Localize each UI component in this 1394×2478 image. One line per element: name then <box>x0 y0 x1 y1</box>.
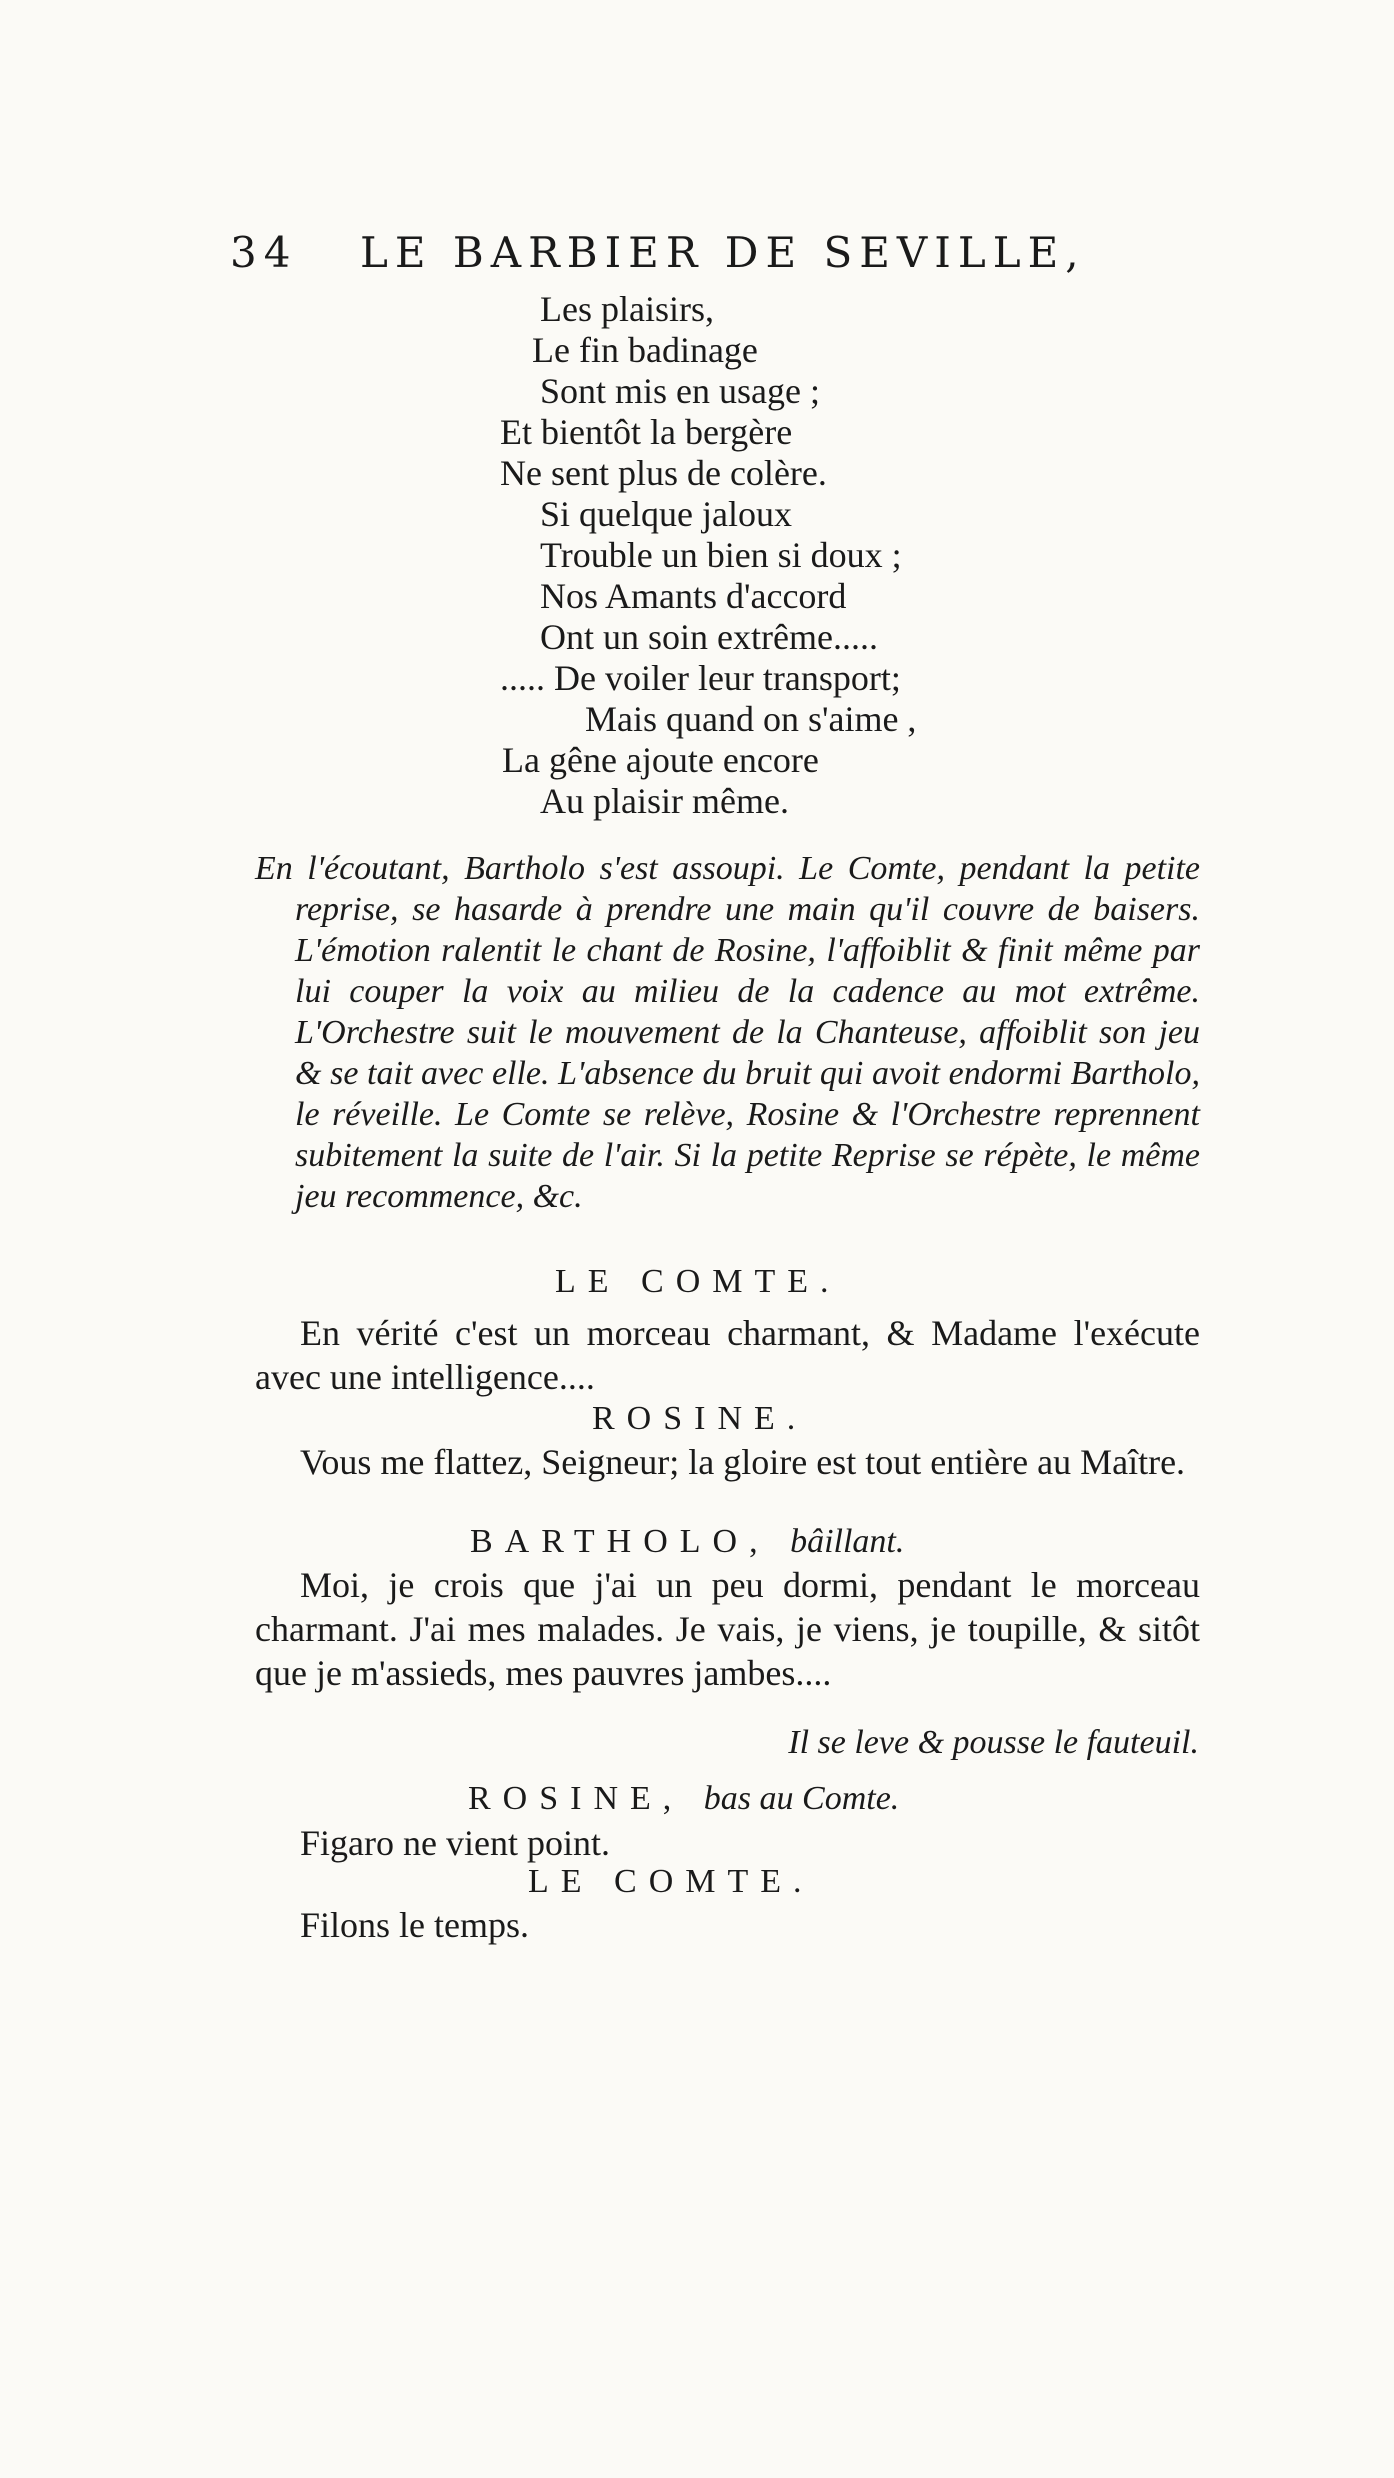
stage-directive: Il se leve & pousse le fauteuil. <box>788 1724 1199 1761</box>
stage-direction-text: En l'écoutant, Bartholo s'est assoupi. Le Comte, pendant la petite reprise, se hasarde à prendre une main qu'il couvre de baisers. L'émotion ralentit le chant de Rosine, l'affoiblit & finit même par lui couper la voix au milieu de la cadence au mot extrême. L'Orchestre suit le mouvement de la Chanteuse, affoiblit son jeu & se tait avec elle. L'absence du bruit qui avoit endormi Bartholo, le réveille. Le Comte se relève, Rosine & l'Orchestre reprennent subitement la suite de l'air. Si la petite Reprise se répète, le même jeu recommence, &c. <box>255 850 1200 1215</box>
speech <box>255 1440 1200 1484</box>
stage-direction <box>255 848 1200 1217</box>
speech-text: Moi, je crois que j'ai un peu dormi, pendant le morceau charmant. J'ai mes malades. Je vais, je viens, je toupille, & sitôt que je m'assieds, mes pauvres jambes.... <box>255 1565 1200 1693</box>
speech <box>300 1821 1200 1865</box>
verse-line: Si quelque jaloux <box>540 494 792 534</box>
verse-line: Les plaisirs, <box>540 289 714 329</box>
speaker-name <box>555 1263 841 1301</box>
verse-line: ..... De voiler leur transport; <box>500 658 901 698</box>
speech-text: Vous me flattez, Seigneur; la gloire est tout entière au Maître. <box>300 1442 1186 1482</box>
verse-line: Et bientôt la bergère <box>500 412 793 452</box>
speech-text: Figaro ne vient point. <box>300 1823 610 1863</box>
speaker-label: ROSINE. <box>592 1400 808 1437</box>
verse-line: Ont un soin extrême..... <box>540 617 878 657</box>
verse-line: Nos Amants d'accord <box>540 576 847 616</box>
speech-text: En vérité c'est un morceau charmant, & Madame l'exécute avec une intelligence.... <box>255 1313 1200 1397</box>
speaker-label: LE COMTE. <box>555 1263 841 1300</box>
verse-line: Au plaisir même. <box>540 781 789 821</box>
speech <box>255 1563 1200 1695</box>
speech <box>300 1903 1200 1947</box>
page-number: 34 <box>230 228 298 277</box>
verse-line: Le fin badinage <box>532 330 758 370</box>
verse-line: Mais quand on s'aime , <box>585 699 917 739</box>
verse-line: Trouble un bien si doux ; <box>540 535 902 575</box>
speaker-direction: bâillant. <box>790 1523 905 1560</box>
speaker-name <box>470 1523 904 1561</box>
speaker-label: ROSINE, <box>468 1780 684 1817</box>
speaker-name <box>592 1400 807 1438</box>
speech-text: Filons le temps. <box>300 1905 530 1945</box>
verse-line: La gêne ajoute encore <box>502 740 819 780</box>
verse-line: Sont mis en usage ; <box>540 371 820 411</box>
speaker-name <box>528 1863 814 1901</box>
running-title: LE BARBIER DE SEVILLE, <box>360 228 1086 277</box>
verse-line: Ne sent plus de colère. <box>500 453 827 493</box>
speaker-direction: bas au Comte. <box>703 1780 900 1817</box>
speaker-name <box>468 1780 899 1818</box>
speaker-label: LE COMTE. <box>528 1863 814 1900</box>
speech <box>255 1311 1200 1399</box>
speaker-label: BARTHOLO, <box>470 1523 770 1560</box>
